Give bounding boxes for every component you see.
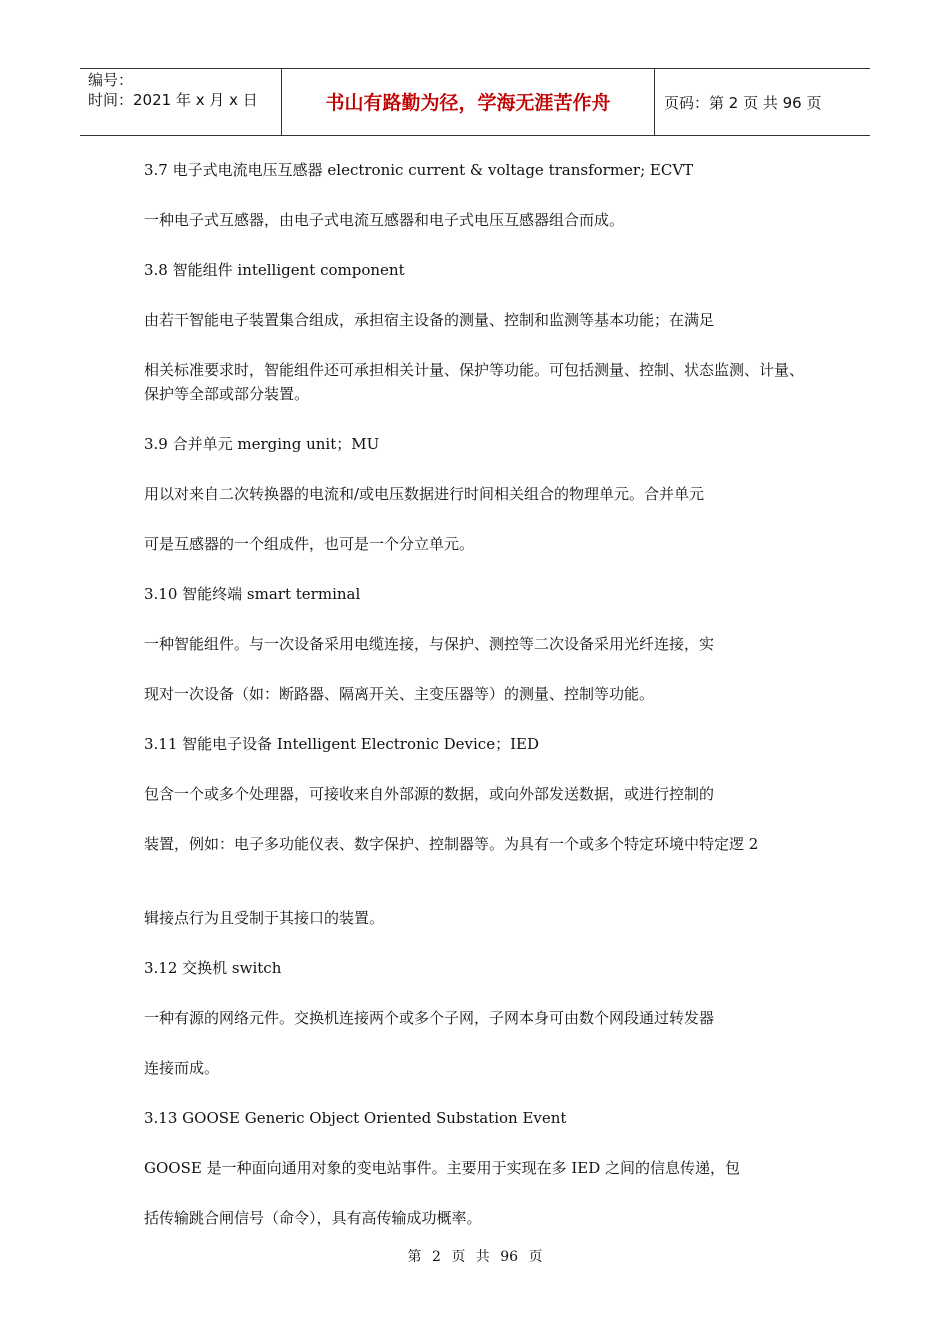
footer-total-pages: 96	[500, 1249, 519, 1265]
paragraph-line: 一种智能组件。与一次设备采用电缆连接，与保护、测控等二次设备采用光纤连接，实	[144, 635, 715, 653]
header-motto: 书山有路勤为径，学海无涯苦作舟	[325, 92, 611, 114]
section-heading-3-13: 3.13 GOOSE Generic Object Oriented Substation Event	[144, 1109, 567, 1127]
paragraph-line: 用以对来自二次转换器的电流和/或电压数据进行时间相关组合的物理单元。合并单元	[144, 485, 705, 503]
paragraph-line: 括传输跳合闸信号（命令），具有高传输成功概率。	[144, 1209, 482, 1227]
section-heading-3-8: 3.8 智能组件 intelligent component	[144, 261, 405, 279]
header-divider-right	[654, 68, 655, 136]
page-footer	[0, 1246, 950, 1266]
footer-page-number: 2	[431, 1249, 441, 1265]
paragraph-line: GOOSE 是一种面向通用对象的变电站事件。主要用于实现在多 IED 之间的信息传递，包	[144, 1159, 741, 1177]
paragraph-line: 包含一个或多个处理器，可接收来自外部源的数据，或向外部发送数据，或进行控制的	[144, 785, 715, 803]
header-top-rule	[80, 68, 870, 69]
section-heading-3-11: 3.11 智能电子设备 Intelligent Electronic Device；IED	[144, 735, 539, 753]
footer-gong: 共	[475, 1249, 490, 1265]
paragraph-line: 由若干智能电子装置集合组成，承担宿主设备的测量、控制和监测等基本功能；在满足	[144, 311, 715, 329]
paragraph-line: 装置，例如：电子多功能仪表、数字保护、控制器等。为具有一个或多个特定环境中特定逻 2	[144, 835, 759, 853]
paragraph-line: 相关标准要求时，智能组件还可承担相关计量、保护等功能。可包括测量、控制、状态监测、计量、保护等全部或部分装置。	[144, 361, 805, 403]
paragraph-line: 一种有源的网络元件。交换机连接两个或多个子网，子网本身可由数个网段通过转发器	[144, 1009, 715, 1027]
paragraph-line: 辑接点行为且受制于其接口的装置。	[144, 909, 385, 927]
number-label: 编号：	[88, 71, 134, 89]
section-heading-3-9: 3.9 合并单元 merging unit；MU	[144, 435, 380, 453]
time-label: 时间：2021 年 x 月 x 日	[88, 91, 258, 109]
section-heading-3-12: 3.12 交换机 switch	[144, 959, 282, 977]
paragraph-line: 现对一次设备（如：断路器、隔离开关、主变压器等）的测量、控制等功能。	[144, 685, 655, 703]
section-heading-3-7: 3.7 电子式电流电压互感器 electronic current & voltage transformer; ECVT	[144, 161, 694, 179]
footer-ye: 页	[451, 1249, 466, 1265]
paragraph-line: 一种电子式互感器，由电子式电流互感器和电子式电压互感器组合而成。	[144, 211, 625, 229]
paragraph-line: 连接而成。	[144, 1059, 220, 1077]
footer-ye-2: 页	[528, 1249, 543, 1265]
header-meta	[88, 70, 278, 110]
header-page-info: 页码：第 2 页 共 96 页	[664, 94, 822, 112]
paragraph-line: 可是互感器的一个组成件，也可是一个分立单元。	[144, 535, 475, 553]
footer-di: 第	[407, 1249, 422, 1265]
header-bottom-rule	[80, 135, 870, 136]
section-heading-3-10: 3.10 智能终端 smart terminal	[144, 585, 361, 603]
